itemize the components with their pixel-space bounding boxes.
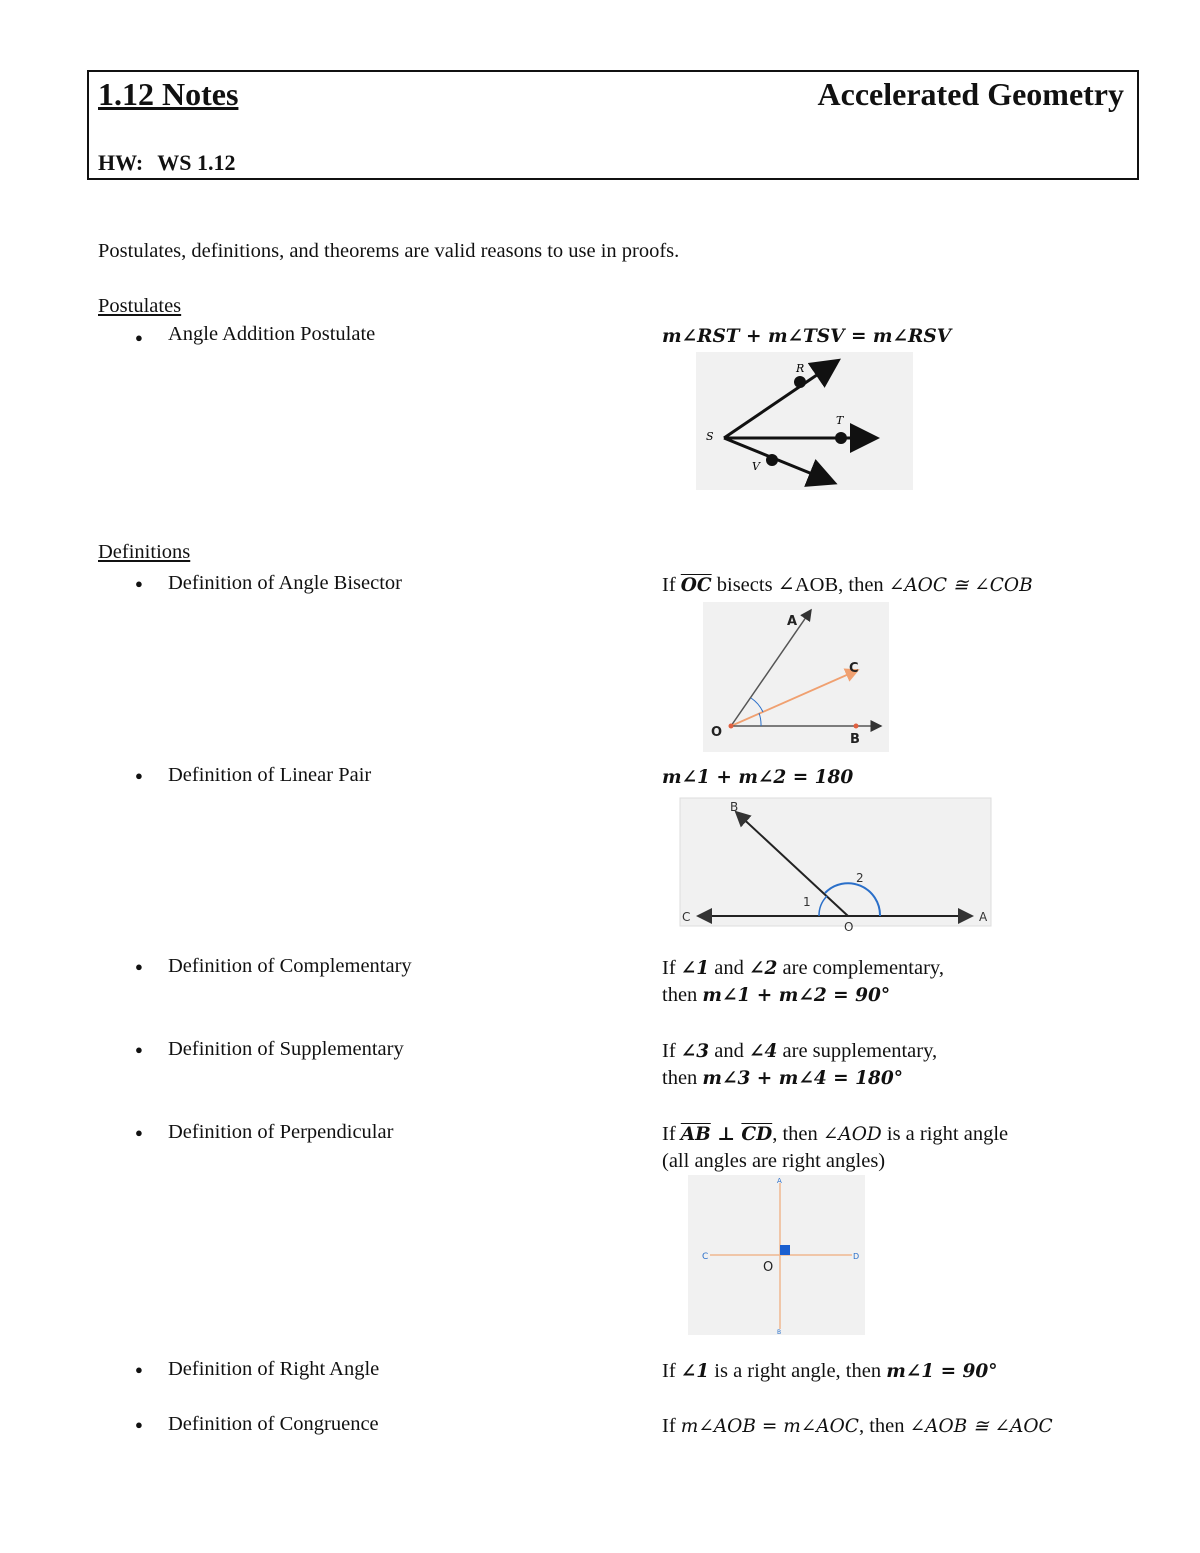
- postulates-heading: Postulates: [98, 295, 182, 317]
- angle-addition-formula: m∠RST + m∠TSV = m∠RSV: [662, 326, 952, 347]
- label-1: 1: [803, 895, 811, 909]
- hw-label: HW:: [98, 150, 144, 175]
- label-a: A: [979, 910, 988, 924]
- complementary-label: Definition of Complementary: [168, 955, 412, 977]
- figure-background: [680, 798, 991, 926]
- congruence-statement: If m∠AOB = m∠AOC, then ∠AOB ≅ ∠AOC: [662, 1415, 1053, 1437]
- intro-text: Postulates, definitions, and theorems are valid reasons to use in proofs.: [98, 240, 680, 262]
- perpendicular-statement: [662, 1121, 1008, 1174]
- perpendicular-label: Definition of Perpendicular: [168, 1121, 394, 1143]
- bullet-icon: ●: [135, 1042, 143, 1057]
- right-angle-label: Definition of Right Angle: [168, 1358, 380, 1380]
- angle-addition-figure: [696, 352, 913, 490]
- point-b: [854, 724, 859, 729]
- label-c: C: [682, 910, 691, 924]
- linear-pair-formula: m∠1 + m∠2 = 180: [662, 767, 854, 788]
- point-r: [794, 376, 806, 388]
- point-t: [835, 432, 847, 444]
- label-o: O: [844, 920, 854, 934]
- bullet-icon: ●: [135, 576, 143, 591]
- label-a: A: [777, 1177, 782, 1185]
- label-t: T: [836, 414, 844, 427]
- label-a: A: [787, 614, 798, 629]
- supplementary-line-2: then m∠3 + m∠4 = 180°: [662, 1067, 903, 1089]
- supplementary-label: Definition of Supplementary: [168, 1038, 404, 1060]
- course-title: Accelerated Geometry: [817, 76, 1124, 112]
- angle-bisector-label: Definition of Angle Bisector: [168, 572, 402, 594]
- right-angle-statement: If ∠1 is a right angle, then m∠1 = 90°: [662, 1360, 998, 1382]
- hw-value: WS 1.12: [157, 150, 236, 175]
- label-b: B: [777, 1329, 782, 1336]
- linear-pair-figure: [680, 798, 991, 934]
- label-d: D: [853, 1252, 860, 1261]
- label-v: V: [752, 460, 760, 473]
- perpendicular-line-1: If $\overline{AB}$ ⊥ $\overline{CD}$, then ∠AOD is a right angle: [662, 1123, 1009, 1145]
- bullet-icon: ●: [135, 330, 143, 345]
- right-angle-marker: [780, 1245, 790, 1255]
- bullet-icon: ●: [135, 768, 143, 783]
- label-o: O: [711, 725, 723, 740]
- bullet-icon: ●: [135, 959, 143, 974]
- bullet-icon: ●: [135, 1417, 143, 1432]
- point-o: [729, 724, 734, 729]
- angle-bisector-figure: [703, 602, 889, 752]
- label-s: S: [706, 430, 714, 443]
- supplementary-line-1: If ∠3 and ∠4 are supplementary,: [662, 1040, 938, 1062]
- label-b: B: [730, 800, 739, 814]
- point-v: [766, 454, 778, 466]
- label-c: C: [702, 1252, 709, 1262]
- complementary-line-1: If ∠1 and ∠2 are complementary,: [662, 957, 944, 979]
- label-b: B: [850, 732, 860, 747]
- bullet-icon: ●: [135, 1362, 143, 1377]
- linear-pair-label: Definition of Linear Pair: [168, 764, 372, 786]
- complementary-line-2: then m∠1 + m∠2 = 90°: [662, 984, 891, 1006]
- label-c: C: [849, 661, 859, 676]
- supplementary-statement: [662, 1038, 937, 1092]
- angle-bisector-statement: If $\overline{OC}$ bisects ∠AOB, then ∠AOC ≅ ∠COB: [662, 574, 1033, 596]
- label-o: O: [763, 1260, 774, 1275]
- complementary-statement: [662, 955, 944, 1009]
- perpendicular-figure: [688, 1175, 865, 1335]
- congruence-label: Definition of Congruence: [168, 1413, 379, 1435]
- definitions-heading: Definitions: [98, 541, 191, 563]
- angle-addition-label: Angle Addition Postulate: [168, 323, 376, 345]
- label-r: R: [796, 362, 805, 375]
- label-2: 2: [856, 871, 864, 885]
- page-title: 1.12 Notes: [98, 76, 239, 112]
- perpendicular-line-2: (all angles are right angles): [662, 1150, 886, 1172]
- homework-line: [98, 150, 249, 176]
- bullet-icon: ●: [135, 1125, 143, 1140]
